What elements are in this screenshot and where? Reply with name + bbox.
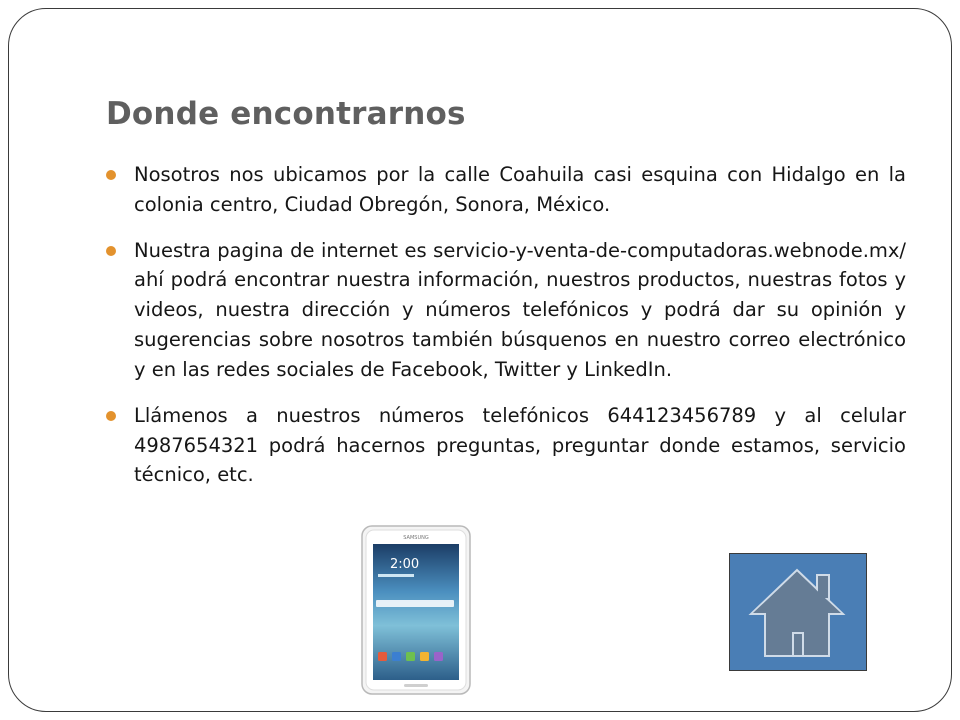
bullet-dot-icon xyxy=(106,170,116,180)
svg-text:2:00: 2:00 xyxy=(390,557,420,572)
bullet-item-phones xyxy=(106,401,906,490)
bullet-dot-icon xyxy=(106,246,116,256)
bullet-text: Nosotros nos ubicamos por la calle Coahuila casi esquina con Hidalgo en la colonia centro, Ciudad Obregón, Sonora, México. xyxy=(134,163,906,216)
bullet-list xyxy=(106,160,906,506)
bullet-text: Nuestra pagina de internet es servicio-y-venta-de-computadoras.webnode.mx/ ahí podrá encontrar nuestra información, nuestros productos, nuestras fotos y videos, nuestra dirección y números telefónicos y podrá dar su opinión y sugerencias sobre nosotros también búsquenos en nuestro correo electrónico y en las redes sociales de Facebook, Twitter y LinkedIn. xyxy=(134,238,906,381)
tablet-image xyxy=(360,524,472,696)
tablet-icon xyxy=(360,524,472,696)
home-button[interactable] xyxy=(729,553,867,671)
bullet-text: Llámenos a nuestros números telefónicos 644123456789 y al celular 4987654321 podrá hacernos preguntas, preguntar donde estamos, servicio técnico, etc. xyxy=(134,403,906,487)
bullet-dot-icon xyxy=(106,411,116,421)
svg-text:SAMSUNG: SAMSUNG xyxy=(403,535,429,541)
bullet-item-location xyxy=(106,160,906,220)
bullet-item-website xyxy=(106,236,906,385)
slide-title: Donde encontrarnos xyxy=(106,96,466,132)
house-icon xyxy=(730,554,865,669)
